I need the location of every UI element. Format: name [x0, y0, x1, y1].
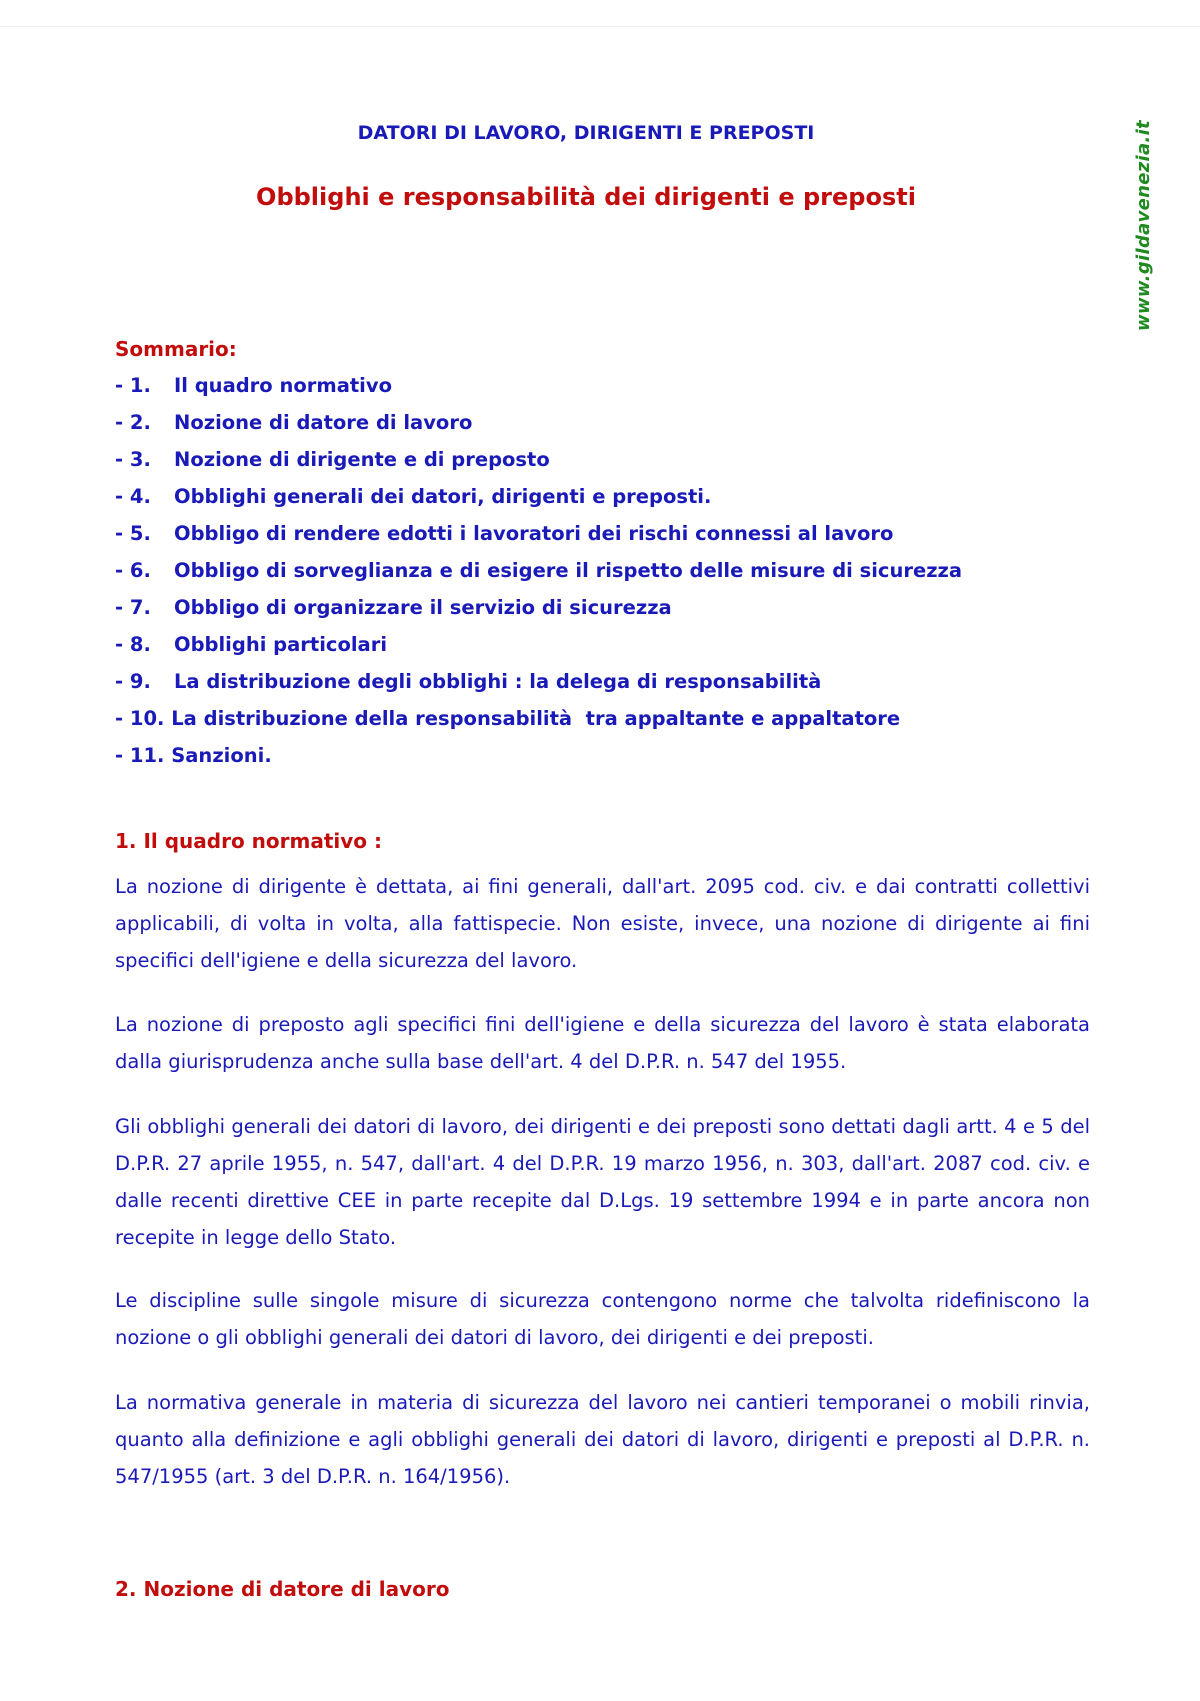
- toc-item-number: - 3.: [115, 448, 151, 471]
- toc-item-number: - 8.: [115, 633, 151, 656]
- toc-item-label: Obbligo di sorveglianza e di esigere il rispetto delle misure di sicurezza: [174, 559, 963, 582]
- toc-item-number: - 9.: [115, 670, 151, 693]
- section-1-paragraph: La normativa generale in materia di sicurezza del lavoro nei cantieri temporanei o mobili rinvia, quanto alla definizione e agli obblighi generali dei datori di lavoro, dirigenti e preposti al D.P.R. n. 547/1955 (art. 3 del D.P.R. n. 164/1956).: [115, 1391, 1090, 1488]
- toc-item-label: Nozione di datore di lavoro: [174, 411, 473, 434]
- toc-item-label: Obblighi generali dei datori, dirigenti e preposti.: [174, 485, 712, 508]
- toc-item: [115, 522, 1115, 559]
- toc-item: [115, 448, 1115, 485]
- toc-item-number: - 1.: [115, 374, 151, 397]
- site-watermark: [1132, 120, 1154, 330]
- toc-item-label: La distribuzione degli obblighi : la delega di responsabilità: [174, 670, 822, 693]
- toc-item-label: Sanzioni.: [171, 744, 272, 767]
- table-of-contents: [115, 337, 1115, 781]
- toc-item-label: Obblighi particolari: [174, 633, 388, 656]
- toc-item-label: Nozione di dirigente e di preposto: [174, 448, 550, 471]
- toc-item: [115, 411, 1115, 448]
- document-kicker: DATORI DI LAVORO, DIRIGENTI E PREPOSTI: [357, 122, 815, 144]
- section-1-paragraph: La nozione di dirigente è dettata, ai fini generali, dall'art. 2095 cod. civ. e dai contratti collettivi applicabili, di volta in volta, alla fattispecie. Non esiste, invece, una nozione di dirigente ai fini specifici dell'igiene e della sicurezza del lavoro.: [115, 875, 1090, 972]
- toc-item-separator: [164, 707, 171, 730]
- toc-item: [115, 596, 1115, 633]
- toc-item-label: Obbligo di rendere edotti i lavoratori dei rischi connessi al lavoro: [174, 522, 894, 545]
- section-1-paragraph: La nozione di preposto agli specifici fini dell'igiene e della sicurezza del lavoro è stata elaborata dalla giurisprudenza anche sulla base dell'art. 4 del D.P.R. n. 547 del 1955.: [115, 1013, 1090, 1073]
- toc-item: [115, 374, 1115, 411]
- section-2-heading: 2. Nozione di datore di lavoro: [115, 1577, 450, 1601]
- document-header: [115, 121, 1057, 212]
- toc-item-number: - 7.: [115, 596, 151, 619]
- section-1-paragraph: Gli obblighi generali dei datori di lavoro, dei dirigenti e dei preposti sono dettati dagli artt. 4 e 5 del D.P.R. 27 aprile 1955, n. 547, dall'art. 4 del D.P.R. 19 marzo 1956, n. 303, dall'art. 2087 cod. civ. e dalle recenti direttive CEE in parte recepite dal D.Lgs. 19 settembre 1994 e in parte ancora non recepite in legge dello Stato.: [115, 1115, 1090, 1249]
- toc-item-number: - 5.: [115, 522, 151, 545]
- toc-item: [115, 559, 1115, 596]
- toc-item: [115, 707, 1115, 744]
- toc-item: [115, 485, 1115, 522]
- toc-item-label: Il quadro normativo: [174, 374, 392, 397]
- toc-item: [115, 633, 1115, 670]
- toc-item-label: La distribuzione della responsabilità tra appaltante e appaltatore: [171, 707, 901, 730]
- section-1-heading: 1. Il quadro normativo :: [115, 829, 383, 853]
- toc-item-number: - 10.: [115, 707, 165, 730]
- toc-item-number: - 11.: [115, 744, 165, 767]
- page-top-rule: [0, 26, 1200, 27]
- toc-item: [115, 744, 1115, 781]
- toc-item-number: - 4.: [115, 485, 151, 508]
- toc-item-number: - 6.: [115, 559, 151, 582]
- toc-item: [115, 670, 1115, 707]
- toc-item-separator: [164, 744, 171, 767]
- site-watermark-text: www.gildavenezia.it: [1132, 119, 1154, 331]
- section-1-paragraph: Le discipline sulle singole misure di sicurezza contengono norme che talvolta ridefiniscono la nozione o gli obblighi generali dei datori di lavoro, dei dirigenti e dei preposti.: [115, 1289, 1090, 1349]
- toc-item-number: - 2.: [115, 411, 151, 434]
- toc-heading: Sommario:: [115, 337, 237, 361]
- toc-item-label: Obbligo di organizzare il servizio di sicurezza: [174, 596, 672, 619]
- document-title: Obblighi e responsabilità dei dirigenti e preposti: [256, 183, 916, 211]
